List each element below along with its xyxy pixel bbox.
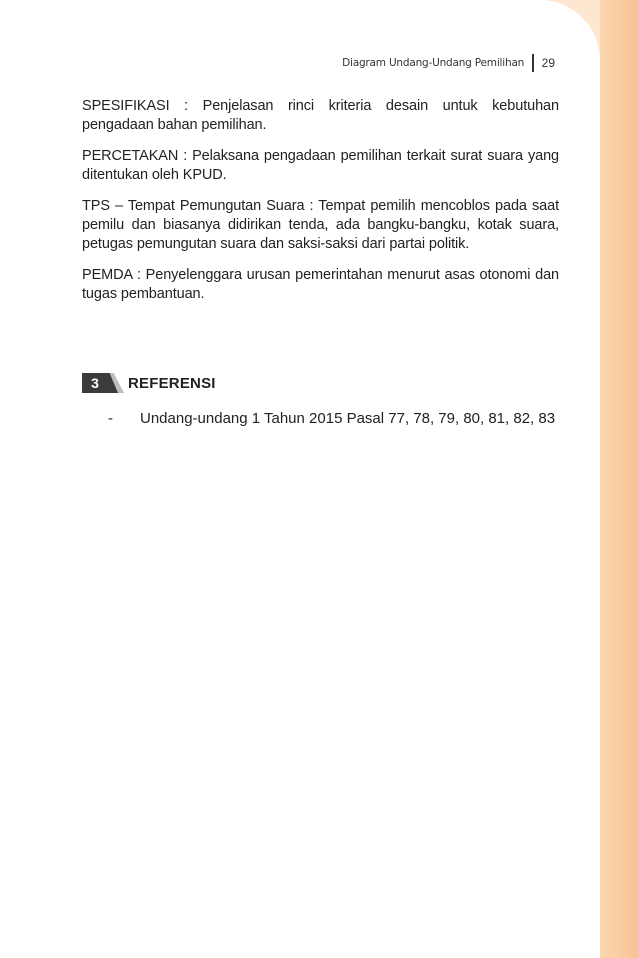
section-number: 3 [82, 373, 108, 393]
list-bullet: - [108, 410, 113, 427]
running-header [342, 53, 555, 73]
reference-list [108, 409, 560, 429]
page-number: 29 [541, 56, 555, 70]
section-heading [82, 372, 559, 394]
section-title: REFERENSI [128, 374, 216, 392]
section-number-badge [82, 373, 126, 393]
list-item [108, 409, 560, 429]
definition-pemda: PEMDA : Penyelenggara urusan pemerintahan menurut asas otonomi dan tugas pembantuan. [82, 267, 559, 302]
definition-percetakan: PERCETAKAN : Pelaksana pengadaan pemilihan terkait surat suara yang ditentukan oleh KPUD. [82, 148, 559, 183]
definition-spesifikasi: SPESIFIKASI : Penjelasan rinci kriteria desain untuk kebutuhan pengadaan bahan pemilihan. [82, 98, 559, 133]
definition-tps: TPS – Tempat Pemungutan Suara : Tempat pemilih mencoblos pada saat pemilu dan biasanya didirikan tenda, ada bangku-bangku, kotak suara, petugas pemungutan suara dan saksi-saksi dari partai politik. [82, 198, 559, 252]
header-title: Diagram Undang-Undang Pemilihan [342, 57, 525, 69]
header-divider [532, 54, 534, 72]
page-edge-decoration [600, 0, 638, 958]
body-text [82, 97, 559, 316]
reference-text: Undang-undang 1 Tahun 2015 Pasal 77, 78, 79, 80, 81, 82, 83 [140, 410, 556, 427]
